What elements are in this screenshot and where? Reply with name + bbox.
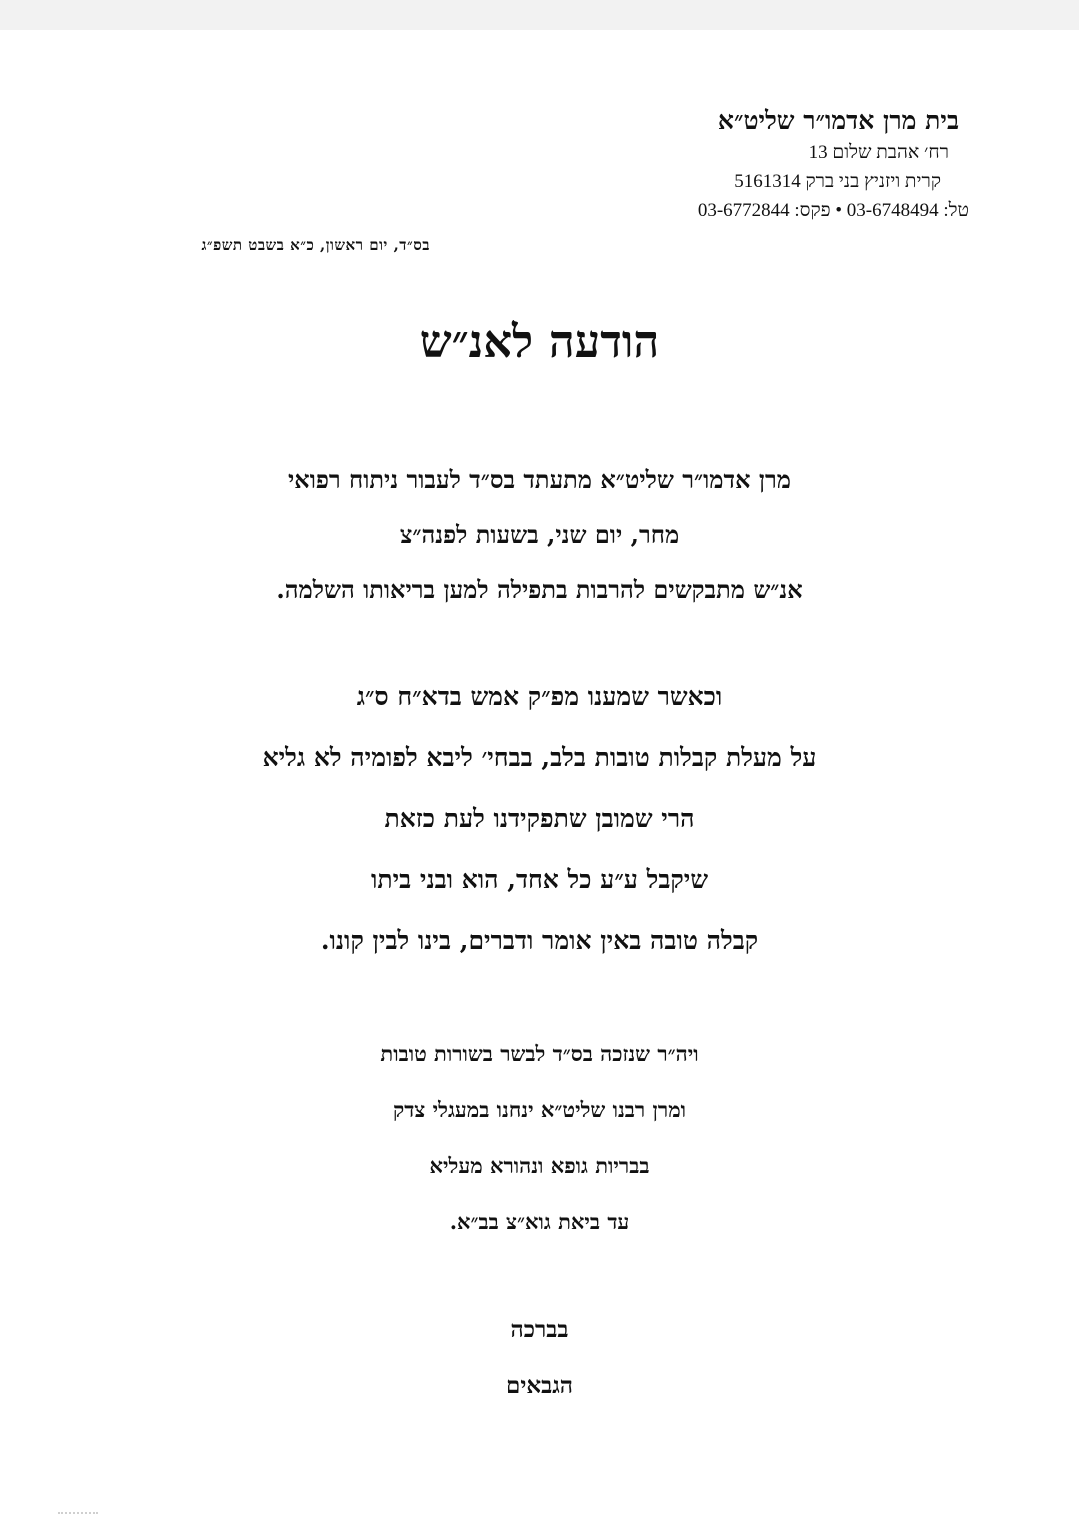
text-line: ומרן רבנו שליט״א ינחנו במעגלי צדק [392,1097,687,1122]
announcement-title: הודעה לאנ״ש [419,315,660,368]
text-line: על מעלת קבלות טובות בלב, בבחי׳ ליבא לפומיה לא גליא [262,743,817,772]
city-address: קרית ויזניץ בני ברק 5161314 [734,171,941,192]
text-line: קבלה טובה באין אומר ודברים, בינו לבין קונו. [320,926,759,955]
scan-artifact [58,1512,98,1517]
signature-block [0,1310,1079,1422]
contact-numbers: טל: 03-6748494 • פקס: 03-6772844 [697,200,969,221]
closing-greeting: בברכה [510,1316,569,1343]
street-address: רח׳ אהבת שלום 13 [808,142,949,163]
text-line: מרן אדמו״ר שליט״א מתעתד בס״ד לעבור ניתוח רפואי [288,465,791,494]
text-line: בבריות גופא ונהורא מעליא [429,1153,650,1178]
paragraph-blessing [0,1034,1079,1258]
text-line: וכאשר שמענו מפ״ק אמש בדא״ח ס״ג [356,682,723,711]
text-line: ויה״ר שנזכה בס״ד לבשר בשורות טובות [380,1041,699,1066]
text-line: שיקבל ע״ע כל אחד, הוא ובני ביתו [370,865,709,894]
paragraph-resolutions [0,673,1079,978]
text-line: הרי שמובן שתפקידנו לעת כזאת [384,804,695,833]
signatories: הגבאים [505,1372,574,1399]
paragraph-surgery-notice [0,458,1079,623]
text-line: אנ״ש מתבקשים להרבות בתפילה למען בריאותו השלמה. [276,575,803,604]
text-line: מחר, יום שני, בשעות לפנה״צ [399,520,680,549]
text-line: עד ביאת גוא״צ בב״א. [449,1209,630,1234]
top-margin-strip [0,0,1079,30]
letterhead [549,104,969,225]
organization-name: בית מרן אדמו״ר שליט״א [717,106,959,135]
date-line: בס״ד, יום ראשון, כ״א בשבט תשפ״ג [201,236,430,254]
